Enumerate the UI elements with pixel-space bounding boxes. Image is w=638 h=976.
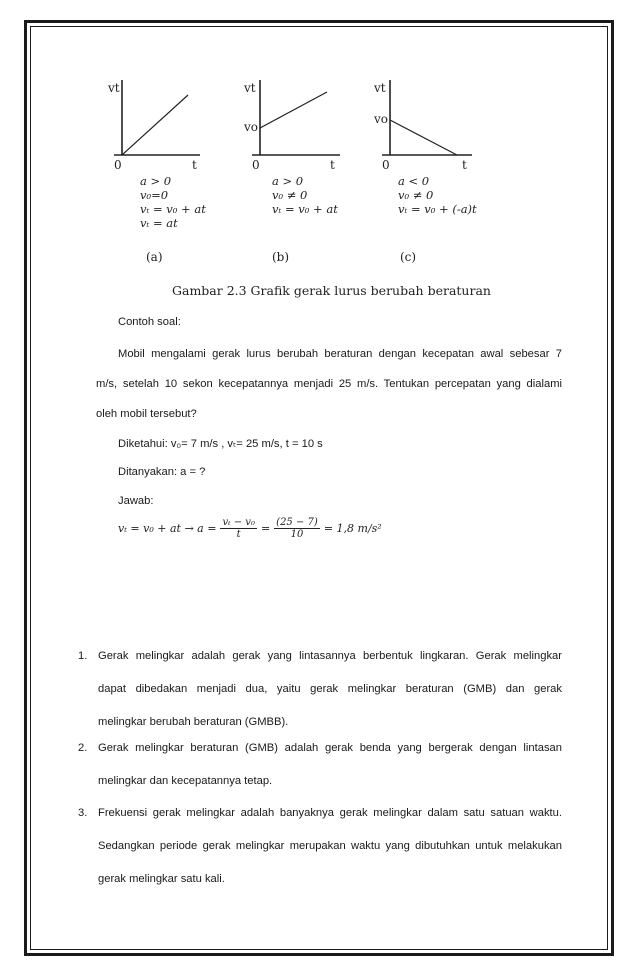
graph-c-eq: a < 0 xyxy=(398,174,430,188)
formula-frac1-den: t xyxy=(236,529,241,540)
problem-line-1: Mobil mengalami gerak lurus berubah beraturan dengan kecepatan awal sebesar 7 xyxy=(118,348,562,360)
asked-value: Ditanyakan: a = ? xyxy=(118,466,206,478)
figure-caption: Gambar 2.3 Grafik gerak lurus berubah beraturan xyxy=(172,283,491,298)
graph-b-eq: vₜ = v₀ + at xyxy=(272,202,338,216)
graph-a-y-label: vt xyxy=(108,81,120,95)
graph-c-equations xyxy=(398,174,477,216)
graph-c-v0-label: vo xyxy=(374,112,389,126)
graph-c-eq: vₜ = v₀ + (-a)t xyxy=(398,202,477,216)
graph-a-origin: 0 xyxy=(114,158,122,172)
list-item-line: Gerak melingkar beraturan (GMB) adalah gerak benda yang bergerak dengan lintasan xyxy=(98,742,562,754)
formula-result: = 1,8 m/s² xyxy=(323,522,382,535)
formula-fraction-symbolic xyxy=(220,517,257,540)
vt-graphs-svg xyxy=(100,70,500,270)
known-values: Diketahui: v₀= 7 m/s , vₜ= 25 m/s, t = 10 s xyxy=(118,438,323,450)
list-item-line: melingkar berubah beraturan (GMBB). xyxy=(98,716,289,728)
formula-equals: = xyxy=(260,522,271,535)
graph-b-y-label: vt xyxy=(244,81,256,95)
graph-b-x-label: t xyxy=(330,158,335,172)
graph-a-line xyxy=(122,95,188,155)
graph-a-eq: vₜ = at xyxy=(140,216,178,230)
graph-b-eq: a > 0 xyxy=(272,174,304,188)
list-item-number: 1. xyxy=(78,650,88,662)
graph-b-v0-label: vo xyxy=(244,120,259,134)
problem-line-2: m/s, setelah 10 sekon kecepatannya menjadi 25 m/s. Tentukan percepatan yang dialami xyxy=(96,378,562,390)
formula-frac2-den: 10 xyxy=(290,529,304,540)
graph-a-eq: a > 0 xyxy=(140,174,172,188)
graph-a-eq: vₜ = v₀ + at xyxy=(140,202,206,216)
graph-c-x-label: t xyxy=(462,158,467,172)
graph-a-x-label: t xyxy=(192,158,197,172)
list-item-line: melingkar dan kecepatannya tetap. xyxy=(98,775,273,787)
list-item-number: 2. xyxy=(78,742,88,754)
graph-b xyxy=(243,80,340,172)
problem-line-3: oleh mobil tersebut? xyxy=(96,408,197,420)
list-item-line: Sedangkan periode gerak melingkar merupakan waktu yang dibutuhkan untuk melakukan xyxy=(98,840,562,852)
vt-graphs-figure xyxy=(100,70,500,300)
formula-frac2-num: (25 − 7) xyxy=(276,517,318,528)
graph-b-origin: 0 xyxy=(252,158,260,172)
graph-c-origin: 0 xyxy=(382,158,390,172)
list-item-line: Gerak melingkar adalah gerak yang lintasannya berbentuk lingkaran. Gerak melingkar xyxy=(98,650,562,662)
answer-label: Jawab: xyxy=(118,495,154,507)
graph-c-y-label: vt xyxy=(374,81,386,95)
list-item-line: dapat dibedakan menjadi dua, yaitu gerak melingkar beraturan (GMB) dan gerak xyxy=(98,683,562,695)
graph-c-eq: v₀ ≠ 0 xyxy=(398,188,434,202)
list-item-line: Frekuensi gerak melingkar adalah banyaknya gerak melingkar dalam satu satuan waktu. xyxy=(98,807,562,819)
solution-formula xyxy=(118,517,382,540)
formula-fraction-numeric xyxy=(274,517,320,540)
graph-a-eq: v₀=0 xyxy=(140,188,169,202)
graph-c xyxy=(373,80,472,172)
graph-c-line xyxy=(390,120,457,155)
example-heading: Contoh soal: xyxy=(118,316,181,328)
graph-b-line xyxy=(260,92,327,128)
graph-b-eq: v₀ ≠ 0 xyxy=(272,188,308,202)
list-item-line: gerak melingkar satu kali. xyxy=(98,873,225,885)
list-item-number: 3. xyxy=(78,807,88,819)
graph-b-label: (b) xyxy=(272,250,290,264)
formula-frac1-num: vₜ − v₀ xyxy=(222,517,255,528)
formula-left: vₜ = v₀ + at → a = xyxy=(118,522,217,535)
graph-a-equations xyxy=(140,174,206,230)
graph-a xyxy=(107,80,200,172)
graph-b-equations xyxy=(272,174,338,216)
graph-c-label: (c) xyxy=(400,250,417,264)
graph-a-label: (a) xyxy=(146,250,163,264)
